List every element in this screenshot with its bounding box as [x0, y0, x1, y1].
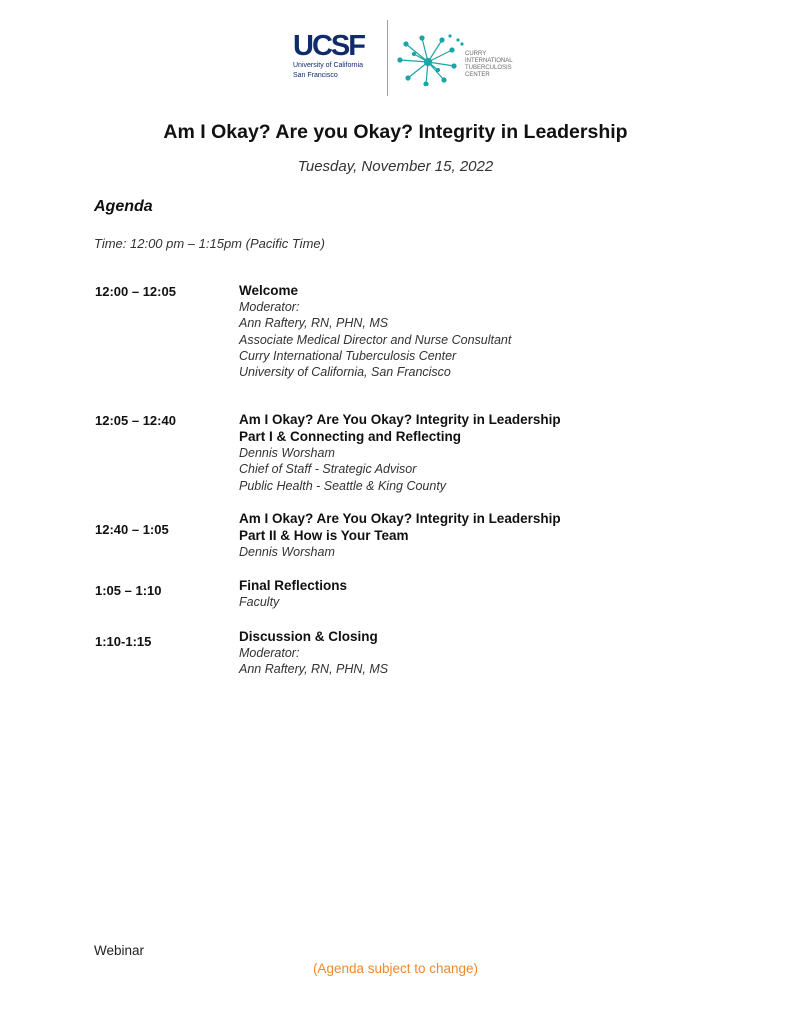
- curry-text-line: CURRY: [465, 51, 487, 57]
- session-detail: Dennis Worsham: [239, 446, 335, 460]
- curry-text-line: CENTER: [465, 72, 490, 78]
- event-date: Tuesday, November 15, 2022: [297, 158, 494, 175]
- session-detail: Ann Raftery, RN, PHN, MS: [239, 662, 389, 677]
- curry-text-line: INTERNATIONAL: [465, 58, 513, 64]
- session-body: [239, 411, 739, 494]
- session-time: 1:05 – 1:10: [95, 583, 162, 598]
- session-detail: Ann Raftery, RN, PHN, MS: [239, 316, 389, 331]
- ucsf-logo: [293, 32, 375, 80]
- footer-format-label: Webinar: [94, 943, 145, 958]
- document-title: Am I Okay? Are you Okay? Integrity in Leadership: [163, 121, 628, 143]
- session-title: Am I Okay? Are You Okay? Integrity in Leadership: [239, 511, 561, 526]
- session-detail: Chief of Staff - Strategic Advisor: [239, 462, 417, 477]
- session-detail: Associate Medical Director and Nurse Consultant: [239, 332, 512, 347]
- header-logos: [0, 18, 791, 98]
- session-time: 12:00 – 12:05: [95, 284, 176, 299]
- ucsf-wordmark: UCSF: [293, 30, 364, 62]
- session-title: Part I & Connecting and Reflecting: [239, 429, 462, 444]
- session-body: [239, 577, 739, 610]
- agenda-heading: Agenda: [94, 198, 153, 215]
- session-detail: Dennis Worsham: [239, 545, 335, 559]
- session-detail: Moderator:: [239, 300, 300, 314]
- session-time: 12:05 – 12:40: [95, 413, 176, 428]
- logo-divider: [387, 20, 388, 96]
- session-detail: Curry International Tuberculosis Center: [239, 348, 457, 363]
- ucsf-subtitle-line-1: University of California: [293, 62, 364, 69]
- session-body: [239, 282, 739, 380]
- session-detail: University of California, San Francisco: [239, 365, 451, 380]
- session-detail: Faculty: [239, 595, 280, 609]
- session-detail: Public Health - Seattle & King County: [239, 478, 447, 493]
- session-body: [239, 510, 739, 560]
- curry-center-text: [465, 51, 513, 79]
- session-time: 1:10-1:15: [95, 634, 152, 649]
- session-time: 12:40 – 1:05: [95, 522, 169, 537]
- footer-agenda-note: (Agenda subject to change): [312, 961, 479, 976]
- session-detail: Moderator:: [239, 646, 300, 660]
- session-title: Final Reflections: [239, 578, 348, 593]
- curry-text-line: TUBERCULOSIS: [465, 65, 512, 71]
- session-title: Part II & How is Your Team: [239, 528, 409, 543]
- session-title: Welcome: [239, 283, 299, 298]
- session-body: [239, 628, 739, 678]
- event-time: Time: 12:00 pm – 1:15pm (Pacific Time): [94, 236, 325, 251]
- session-title: Am I Okay? Are You Okay? Integrity in Leadership: [239, 412, 561, 427]
- session-title: Discussion & Closing: [239, 629, 378, 644]
- ucsf-subtitle-line-2: San Francisco: [293, 72, 338, 79]
